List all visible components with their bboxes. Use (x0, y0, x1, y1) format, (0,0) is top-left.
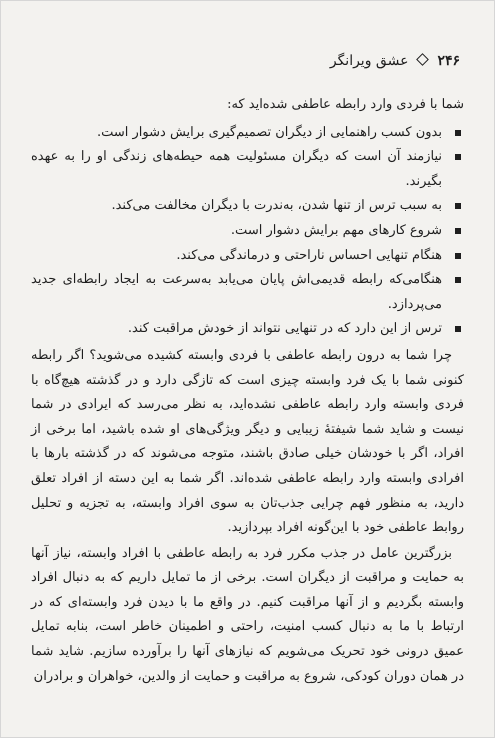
list-item-text: به سبب ترس از تنها شدن، به‌ندرت با دیگران مخالفت می‌کند. (111, 198, 442, 214)
body-paragraph: چرا شما به درون رابطه عاطفی با فردی وابسته کشیده می‌شوید؟ اگر رابطه کنونی شما با یک فرد وابسته چیزی است که تازگی دارد و در گذشته هیچ‌گاه با فردی وابسته وارد رابطه عاطفی نشده‌اید، به نظر می‌رسد که ایرادی در شما نیست و شاید شما شیفتهٔ زیبایی و دیگر ویژگی‌های او شده باشید، اما برخی از افراد، اگر با خودشان خیلی صادق باشند، متوجه می‌شوند که در گذشته بارها با افرادی وابسته وارد رابطه عاطفی شده‌اند. اگر شما به این دسته از افراد تعلق دارید، به منظور فهم چرایی جذب‌تان به سوی افراد وابسته، به تجزیه و تحلیل روابط عاطفی خود با این‌گونه افراد بپردازید. (31, 347, 464, 536)
list-item (31, 121, 464, 146)
list-item (31, 194, 464, 219)
list-item (31, 145, 464, 194)
running-title: عشق ویرانگر (329, 53, 409, 69)
list-item (31, 244, 464, 269)
page-number: ۲۴۶ (437, 53, 460, 69)
list-item-text: هنگامی‌که رابطه قدیمی‌اش پایان می‌یابد به‌سرعت به ایجاد رابطه‌ای جدید می‌پردازد. (31, 272, 442, 312)
intro-line: شما با فردی وارد رابطه عاطفی شده‌اید که: (227, 97, 464, 112)
list-item-text: ترس از این دارد که در تنهایی نتواند از خودش مراقبت کند. (127, 321, 442, 337)
page-body (31, 93, 464, 689)
list-item-text: هنگام تنهایی احساس ناراحتی و درماندگی می‌کند. (176, 247, 442, 263)
square-bullet-icon (455, 277, 461, 283)
square-bullet-icon (455, 228, 461, 234)
body-paragraph: بزرگترین عامل در جذب مکرر فرد به رابطه عاطفی با افراد وابسته، نیاز آنها به حمایت و مراقبت از دیگران است. برخی از ما تمایل داریم که به دنبال افراد وابسته بگردیم و از آنها مراقبت کنیم. در واقع ما با دیدن فرد وابسته‌ای که در ارتباط با ما به دنبال کسب امنیت، راحتی و اطمینان خاطر است، بنابه تمایل عمیق درونی خود تحریک می‌شویم که نیازهای آنها را برآورده سازیم. شاید شما در همان دوران کودکی، شروع به مراقبت و حمایت از والدین، خواهران و برادران (31, 545, 464, 684)
list-item-text: بدون کسب راهنمایی از دیگران تصمیم‌گیری برایش دشوار است. (96, 124, 442, 140)
square-bullet-icon (455, 130, 461, 136)
square-bullet-icon (455, 154, 461, 160)
square-bullet-icon (455, 326, 461, 332)
square-bullet-icon (455, 203, 461, 209)
list-item-text: شروع کارهای مهم برایش دشوار است. (230, 222, 442, 238)
square-bullet-icon (455, 253, 461, 259)
list-item-text: نیازمند آن است که دیگران مسئولیت همه حیطه‌های زندگی او را به عهده بگیرند. (31, 149, 442, 189)
page-header (35, 51, 460, 71)
list-item (31, 219, 464, 244)
bullet-list (31, 121, 464, 342)
diamond-separator-icon (417, 53, 430, 66)
list-item (31, 317, 464, 342)
list-item (31, 268, 464, 317)
